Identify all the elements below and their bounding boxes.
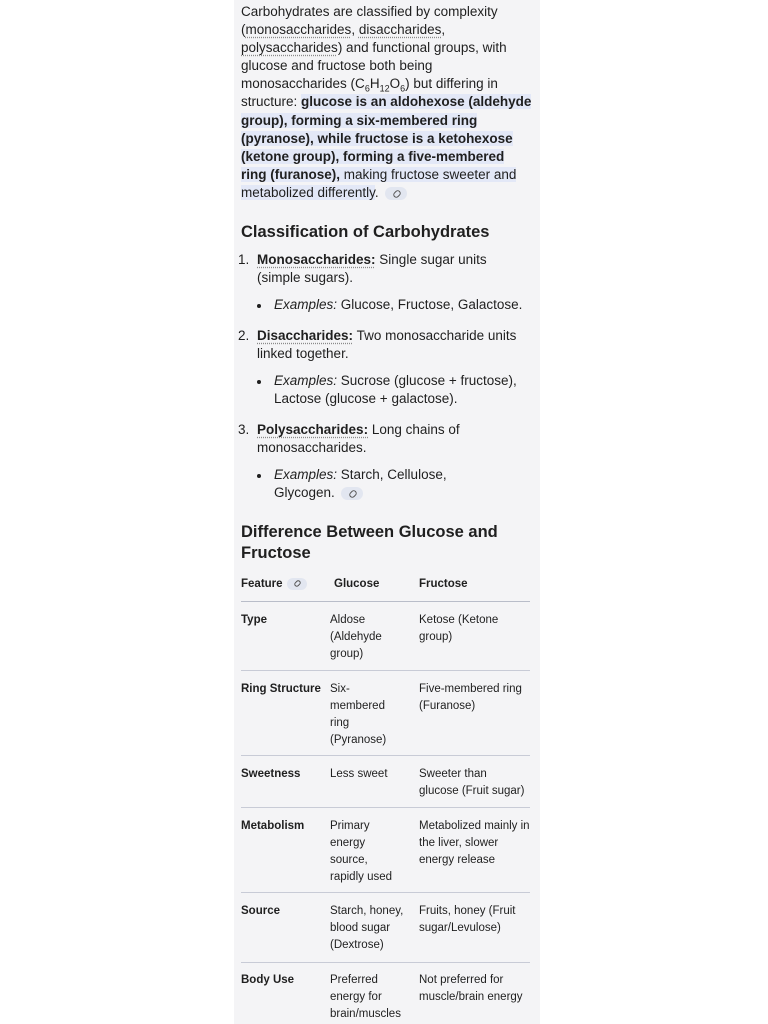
list-number-2: 2. (238, 328, 250, 343)
examples-text: Sucrose (glucose + fructose), Lactose (glucose + galactose). (274, 373, 517, 406)
highlighted-claim-bold: glucose is an aldohexose (aldehyde group), forming a six-membered ring (pyranose), while fructose is a ketohexose (ketone group), forming a five-membered ring (furanose), (241, 94, 532, 182)
examples-text: Starch, Cellulose, Glycogen. (274, 467, 447, 500)
table-row-divider (241, 670, 530, 671)
table-cell-glucose: Preferred energy for brain/muscles (330, 974, 401, 1020)
intro-text-3: ) but differing in structure: (241, 76, 498, 110)
table-cell-glucose: Less sweet (330, 768, 388, 780)
table-cell-fructose: Not preferred for muscle/brain energy (419, 974, 523, 1003)
list-number-3: 3. (238, 422, 250, 437)
examples-label: Examples: (274, 297, 338, 312)
link-icon[interactable] (341, 487, 363, 500)
table-cell-feature: Body Use (241, 974, 295, 986)
bullet-icon (257, 380, 261, 384)
link-disaccharides[interactable]: disaccharides (358, 22, 442, 38)
list-item-desc: Two monosaccharide units linked together. (257, 328, 517, 361)
table-cell-glucose: Six-membered ring (Pyranose) (330, 683, 387, 746)
list-item-desc: Long chains of monosaccharides. (257, 422, 460, 455)
formula-sub-6b: 6 (400, 84, 406, 95)
list-item-disaccharides (257, 327, 532, 363)
list-item-monosaccharides (257, 251, 532, 287)
term-monosaccharides[interactable]: Monosaccharides: (257, 252, 376, 267)
link-polysaccharides[interactable]: polysaccharides (241, 40, 338, 56)
intro-comma-2: , (441, 22, 446, 38)
intro-text-1: Carbohydrates are classified by complexity ( (241, 4, 498, 38)
table-cell-fructose: Ketose (Ketone group) (419, 614, 499, 643)
table-cell-fructose: Five-membered ring (Furanose) (419, 683, 522, 712)
examples-label: Examples: (274, 467, 338, 482)
formula-sub-12: 12 (379, 84, 390, 95)
table-cell-fructose: Sweeter than glucose (Fruit sugar) (419, 768, 525, 797)
table-row-divider (241, 807, 530, 808)
table-cell-feature: Metabolism (241, 820, 305, 832)
examples-text: Glucose, Fructose, Galactose. (337, 297, 523, 312)
table-cell-feature: Ring Structure (241, 683, 321, 695)
table-cell-fructose: Fruits, honey (Fruit sugar/Levulose) (419, 905, 516, 934)
bullet-icon (257, 304, 261, 308)
table-row-divider (241, 755, 530, 756)
highlighted-claim: making fructose sweeter and metabolized differently (241, 166, 517, 200)
list-number-1: 1. (238, 252, 250, 267)
term-disaccharides[interactable]: Disaccharides: (257, 328, 354, 343)
intro-comma-1: , (351, 22, 359, 38)
examples-polysaccharides (274, 466, 464, 502)
table-cell-glucose: Aldose (Aldehyde group) (330, 614, 382, 660)
table-row-divider (241, 892, 530, 893)
examples-monosaccharides (274, 296, 536, 314)
table-cell-feature: Source (241, 905, 280, 917)
formula-h: H (369, 76, 380, 92)
link-icon[interactable] (385, 187, 407, 200)
column-header-feature-label: Feature (241, 578, 283, 590)
list-item-desc: Single sugar units (simple sugars). (257, 252, 487, 285)
column-header-glucose: Glucose (334, 578, 380, 590)
table-cell-feature: Type (241, 614, 267, 626)
intro-text-2: ) and functional groups, with glucose and fructose both being monosaccharides (C (241, 40, 507, 92)
table-cell-feature: Sweetness (241, 768, 301, 780)
bullet-icon (257, 474, 261, 478)
table-row-divider (241, 962, 530, 963)
examples-label: Examples: (274, 373, 338, 388)
examples-disaccharides (274, 372, 536, 408)
column-header-fructose: Fructose (419, 578, 468, 590)
link-monosaccharides[interactable]: monosaccharides (245, 22, 352, 38)
table-cell-glucose: Primary energy source, rapidly used (330, 820, 393, 883)
formula-o: O (389, 76, 401, 92)
table-cell-glucose: Starch, honey, blood sugar (Dextrose) (330, 905, 404, 951)
formula-sub-6a: 6 (364, 84, 370, 95)
table-cell-fructose: Metabolized mainly in the liver, slower energy release (419, 820, 530, 866)
column-header-feature (241, 576, 307, 592)
intro-end: . (374, 184, 379, 200)
list-item-polysaccharides (257, 421, 532, 457)
table-header-divider (241, 601, 530, 602)
comparison-heading: Difference Between Glucose and Fructose (241, 523, 498, 562)
link-icon[interactable] (287, 578, 307, 590)
term-polysaccharides[interactable]: Polysaccharides: (257, 422, 369, 437)
intro-paragraph (241, 3, 533, 202)
classification-heading: Classification of Carbohydrates (241, 223, 490, 241)
